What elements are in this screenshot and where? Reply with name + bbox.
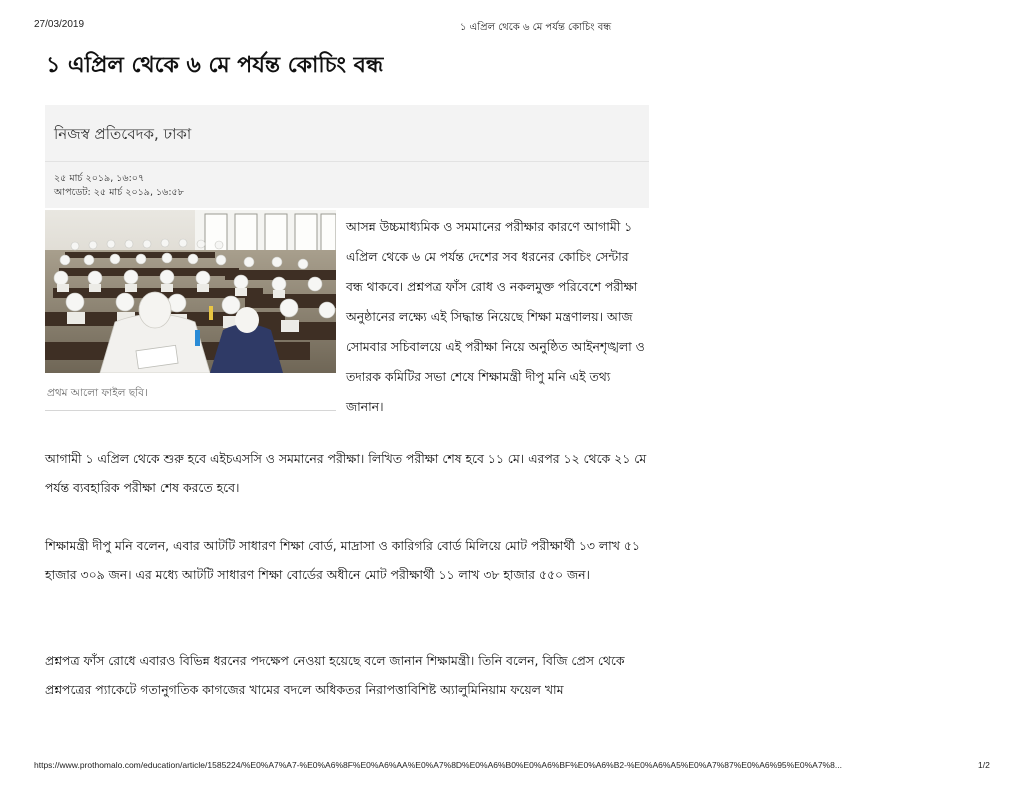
source-url: https://www.prothomalo.com/education/article/1585224/%E0%A7%A7-%E0%A6%8F%E0%A6%AA%E0%A7%8D%E0%A6%B0%E0%A6%BF%E0%A6%B2-%E0%A6%A5%E0%A7%87%E0%A6%95%E0%A7%8...: [34, 760, 842, 770]
updated-date: আপডেট: ২৫ মার্চ ২০১৯, ১৬:৫৮: [54, 187, 184, 198]
caption-divider: [45, 410, 336, 411]
byline: নিজস্ব প্রতিবেদক, ঢাকা: [54, 125, 192, 143]
photo-caption: প্রথম আলো ফাইল ছবি।: [47, 387, 148, 399]
article-paragraph: আগামী ১ এপ্রিল থেকে শুরু হবে এইচএসসি ও সমমানের পরীক্ষা। লিখিত পরীক্ষা শেষ হবে ১১ মে। এরপর ১২ থেকে ২১ মে পর্যন্ত ব্যবহারিক পরীক্ষা শেষ করতে হবে।: [45, 451, 647, 495]
byline-box: [45, 105, 649, 162]
print-header-title: ১ এপ্রিল থেকে ৬ মে পর্যন্ত কোচিং বন্ধ: [460, 22, 612, 33]
publish-dates: [45, 162, 649, 208]
article-headline: ১ এপ্রিল থেকে ৬ মে পর্যন্ত কোচিং বন্ধ: [46, 53, 384, 78]
print-date: 27/03/2019: [34, 19, 85, 30]
published-date: ২৫ মার্চ ২০১৯, ১৬:০৭: [54, 173, 145, 184]
article-paragraph: প্রশ্নপত্র ফাঁস রোধে এবারও বিভিন্ন ধরনের পদক্ষেপ নেওয়া হয়েছে বলে জানান শিক্ষামন্ত্রী। তিনি বলেন, বিজি প্রেস থেকে প্রশ্নপত্রের প্যাকেটে গতানুগতিক কাগজের খামের বদলে অধিকতর নিরাপত্তাবিশিষ্ট অ্যালুমিনিয়াম ফয়েল খাম: [45, 653, 625, 697]
exam-hall-image: [45, 210, 336, 373]
article-paragraph: শিক্ষামন্ত্রী দীপু মনি বলেন, এবার আটটি সাধারণ শিক্ষা বোর্ড, মাদ্রাসা ও কারিগরি বোর্ড মিলিয়ে মোট পরীক্ষার্থী ১৩ লাখ ৫১ হাজার ৩০৯ জন। এর মধ্যে আটটি সাধারণ শিক্ষা বোর্ডের অধীনে মোট পরীক্ষার্থী ১১ লাখ ৩৮ হাজার ৫৫০ জন।: [45, 538, 640, 582]
article-lead: আসন্ন উচ্চমাধ্যমিক ও সমমানের পরীক্ষার কারণে আগামী ১ এপ্রিল থেকে ৬ মে পর্যন্ত দেশের সব ধরনের কোচিং সেন্টার বন্ধ থাকবে। প্রশ্নপত্র ফাঁস রোধ ও নকলমুক্ত পরিবেশে পরীক্ষা অনুষ্ঠানের লক্ষ্যে এই সিদ্ধান্ত নিয়েছে শিক্ষা মন্ত্রণালয়। আজ সোমবার সচিবালয়ে এই পরীক্ষা নিয়ে অনুষ্ঠিত আইনশৃঙ্খলা ও তদারক কমিটির সভা শেষে শিক্ষামন্ত্রী দীপু মনি এই তথ্য জানান।: [346, 219, 645, 414]
exam-hall-photo: [45, 210, 336, 373]
page-number: 1/2: [978, 760, 990, 770]
